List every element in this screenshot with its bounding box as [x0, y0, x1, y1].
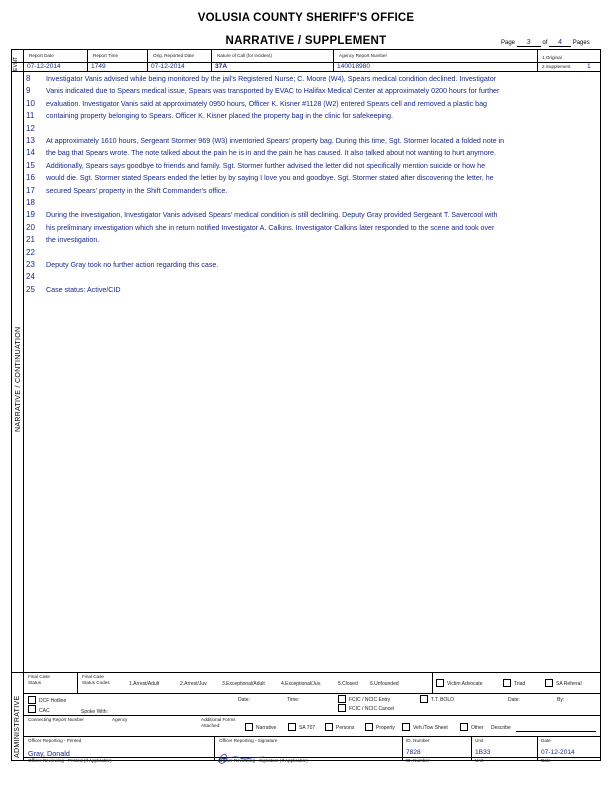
unit-label: Unit — [475, 738, 484, 743]
dcf-hotline-checkbox[interactable] — [28, 696, 36, 704]
form-veh-tow-checkbox[interactable] — [402, 723, 410, 731]
narrative-line: During the investigation, Investigator Vanis advised Spears' medical condition is still declining. Deputy Gray provided Sergeant T. Savercool with — [46, 211, 498, 220]
narrative-line: Case status: Active/CID — [46, 285, 121, 294]
sa-referral-checkbox[interactable] — [545, 679, 553, 687]
fcic-cancel-label: FCIC / NCIC Cancel — [349, 706, 395, 712]
id-number: 7828 — [406, 749, 421, 756]
date-label-2: Date: — [508, 697, 520, 703]
reviewer-date-label: Date — [541, 758, 551, 763]
code-arrest-adult: 1.Arrest/Adult — [129, 681, 160, 687]
officer-signature-label: Officer Reporting - Signature — [219, 738, 278, 743]
line-number: 10 — [26, 98, 35, 108]
form-property-label: Property — [376, 725, 395, 731]
line-number: 13 — [26, 136, 35, 145]
form-other-label: Other — [471, 725, 484, 731]
narrative-line: his preliminary investigation which she in return notified Investigator A. Calkins. Investigator Calkins later responded to the scene and took over — [46, 223, 495, 232]
narrative-line: Vanis indicated due to Spears medical issue, Spears was transported by EVAC to Halifax Medical Center at approximately 0200 hours for further — [46, 87, 500, 96]
narrative-line: containing property belonging to Spears. Officer K. Kisner placed the property bag in the clinic for safekeeping. — [46, 112, 393, 121]
narrative-line: Investigator Vanis advised while being monitored by the jail's Registered Nurse; C. Moore (W4), Spears medical condition declined. Investigator — [46, 75, 497, 83]
nature-of-call: 37A — [215, 63, 228, 70]
nature-label: Nature of Call (for incident) — [217, 53, 272, 58]
line-number: 14 — [26, 148, 35, 158]
narrative-line: secured Spears' property in the Shift Commander's office. — [46, 186, 228, 195]
cac-label: CAC — [39, 708, 50, 714]
code-unfounded: 6.Unfounded — [370, 681, 399, 687]
narrative-line: the bag that Spears wrote. The note talked about the pain he is in and the pain he has caused. It also talked about not wanting to hurt anymore. — [46, 149, 496, 158]
of-label: of — [542, 40, 548, 46]
form-persons-label: Persons — [336, 725, 355, 731]
spoke-with-label: Spoke With: — [81, 709, 108, 715]
dcf-hotline-label: DCF Hotline — [39, 698, 67, 704]
line-number: 20 — [26, 222, 35, 232]
line-number: 12 — [26, 123, 35, 133]
victim-advocate-checkbox[interactable] — [436, 679, 444, 687]
line-number: 23 — [26, 260, 35, 269]
report-time: 1749 — [91, 63, 106, 70]
line-number: 9 — [26, 86, 31, 96]
victim-advocate-label: Victim Advocate — [447, 681, 483, 687]
report-time-label: Report Time — [93, 53, 119, 58]
line-number: 8 — [26, 74, 31, 83]
narrative-line: the investigation. — [46, 236, 100, 245]
supplement-label: 2.Supplement — [542, 64, 571, 69]
time-label: Time: — [287, 697, 300, 703]
reviewer-unit-label: Unit — [475, 758, 484, 763]
original-label: 1.Original — [542, 55, 562, 60]
agency-number: 140018980 — [337, 63, 371, 70]
narrative-line: Additionally, Spears says goodbye to friends and family. Sgt. Stormer further advised the letter did not specifically mention suicide or how he — [46, 161, 486, 170]
line-number: 18 — [26, 198, 35, 207]
final-case-status-label: Final Case Status — [28, 674, 50, 685]
narrative-line: would die. Sgt. Stormer stated Spears ended the letter by by saying I love you and goodbye. Sgt. Stormer stated after discovering the letter, he — [46, 174, 494, 183]
page-label: Page — [501, 40, 516, 46]
form-sa707-label: SA 707 — [299, 725, 316, 731]
event-side-label: EVNT — [13, 56, 19, 71]
fcic-entry-label: FCIC / NCIC Entry — [349, 697, 391, 703]
line-number: 22 — [26, 247, 35, 257]
describe-label: Describe — [491, 725, 511, 731]
form-veh-tow-label: Veh./Tow Sheet — [413, 725, 448, 731]
triad-label: Triad — [514, 681, 526, 687]
final-status-codes-label: Final Case Status Codes — [82, 674, 110, 685]
tt-bolo-checkbox[interactable] — [420, 695, 428, 703]
reviewer-signature-label: Officer Reviewing - Signature (If Applicable) — [219, 758, 308, 763]
narrative-line: Deputy Gray took no further action regarding this case. — [46, 261, 219, 269]
date-label: Date: — [238, 697, 250, 703]
pages-label: Pages — [572, 40, 590, 46]
narrative-line: evaluation. Investigator Vanis said at approximately 0950 hours, Officer K. Kisner #1128 (W2) entered Spears cell and removed a plastic bag — [46, 99, 487, 108]
form-property-checkbox[interactable] — [365, 723, 373, 731]
line-number: 11 — [26, 111, 35, 121]
triad-checkbox[interactable] — [503, 679, 511, 687]
orig-date-label: Orig. Reported Date — [153, 53, 195, 58]
form-persons-checkbox[interactable] — [325, 723, 333, 731]
narrative-side-label: NARRATIVE / CONTINUATION — [15, 326, 22, 432]
id-number-label: ID. Number — [406, 738, 430, 743]
line-number: 15 — [26, 160, 35, 170]
tt-bolo-label: T.T. BOLO — [431, 697, 455, 703]
officer-printed-label: Officer Reporting - Printed — [28, 738, 82, 743]
agency-label: Agency — [112, 717, 128, 722]
sa-referral-label: SA Referral — [556, 681, 582, 687]
orig-date: 07-12-2014 — [151, 63, 185, 70]
code-exceptional-juv: 4.Exceptional/Juv. — [281, 681, 322, 687]
by-label: By: — [557, 697, 565, 703]
line-number: 21 — [26, 235, 35, 245]
date2-value: 07-12-2014 — [541, 749, 575, 756]
agency-number-label: Agency Report Number — [339, 53, 388, 58]
form-narrative-label: Narrative — [256, 725, 277, 731]
report-date: 07-12-2014 — [27, 63, 61, 70]
unit-value: 1B33 — [475, 749, 491, 756]
admin-side-label: ADMINISTRATIVE — [14, 695, 21, 758]
line-number: 19 — [26, 210, 35, 220]
date2-label: Date — [541, 738, 551, 743]
reviewer-printed-label: Officer Reviewing - Printed (If Applicable) — [28, 758, 112, 763]
line-number: 25 — [26, 284, 35, 294]
report-date-label: Report Date — [29, 53, 54, 58]
cac-checkbox[interactable] — [28, 705, 36, 713]
agency-title: VOLUSIA COUNTY SHERIFF'S OFFICE — [197, 12, 415, 24]
connecting-report-label: Connecting Report Number — [28, 717, 84, 722]
line-number: 24 — [26, 272, 35, 282]
fcic-cancel-checkbox[interactable] — [338, 704, 346, 712]
code-exceptional-adult: 3.Exceptional/Adult — [222, 681, 265, 687]
reviewer-id-label: ID. Number — [406, 758, 430, 763]
fcic-entry-checkbox[interactable] — [338, 695, 346, 703]
code-closed: 5.Closed — [338, 681, 358, 687]
officer-printed-name: Gray, Donald — [28, 749, 70, 758]
form-title: NARRATIVE / SUPPLEMENT — [225, 35, 387, 47]
additional-forms-label: Additional Forms Attached: — [201, 717, 236, 728]
narrative-line: At approximately 1610 hours, Sergeant Stormer 969 (W3) inventoried Spears' property bag. During this time, Sgt. Stormer located a folded note in — [46, 137, 505, 145]
form-narrative-checkbox[interactable] — [245, 723, 253, 731]
line-number: 16 — [26, 173, 35, 183]
line-number: 17 — [26, 185, 35, 195]
code-arrest-juv: 2.Arrest/Juv. — [180, 681, 208, 687]
report-type-value: 1 — [587, 63, 591, 70]
form-sa707-checkbox[interactable] — [288, 723, 296, 731]
form-other-checkbox[interactable] — [460, 723, 468, 731]
page-indicator — [501, 39, 590, 47]
page-current: 3 — [517, 39, 541, 47]
page-total: 4 — [549, 39, 571, 47]
